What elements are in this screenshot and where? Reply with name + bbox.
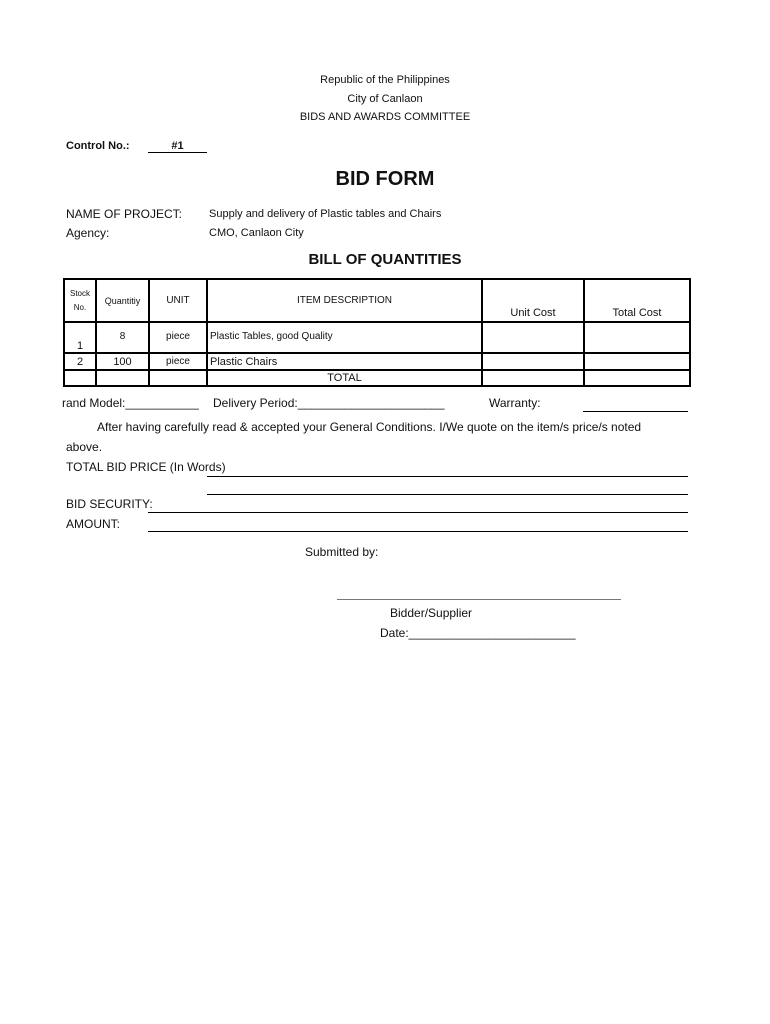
cell-description: Plastic Tables, good Quality — [207, 322, 482, 353]
cell-total-cost[interactable] — [584, 353, 690, 370]
cell-quantity: 8 — [96, 322, 149, 353]
table-row — [64, 322, 690, 353]
control-no-value: #1 — [148, 140, 207, 153]
cell-stock-no: 2 — [64, 353, 96, 370]
boq-title: BILL OF QUANTITIES — [308, 251, 462, 268]
cell-unit-cost[interactable] — [482, 322, 584, 353]
header-city: City of Canlaon — [347, 93, 423, 105]
agency-label: Agency: — [66, 226, 110, 240]
table-total-row — [64, 370, 690, 386]
total-bid-price-line-2[interactable] — [207, 494, 688, 495]
cell-quantity: 100 — [96, 353, 149, 370]
header-no-label: No. — [73, 302, 87, 312]
header-unit: UNIT — [149, 279, 207, 322]
cell-empty — [64, 370, 96, 386]
header-quantity: Quantitiy — [96, 279, 149, 322]
bid-security-line[interactable] — [148, 512, 688, 513]
project-name-label: NAME OF PROJECT: — [66, 207, 183, 221]
boq-table — [63, 278, 691, 387]
cell-unit: piece — [149, 353, 207, 370]
cell-unit: piece — [149, 322, 207, 353]
table-row — [64, 353, 690, 370]
header-republic: Republic of the Philippines — [320, 74, 450, 86]
total-bid-price-label: TOTAL BID PRICE (In Words) — [66, 460, 226, 474]
bid-form-title: BID FORM — [335, 168, 435, 190]
cell-empty — [149, 370, 207, 386]
header-total-cost: Total Cost — [584, 279, 690, 322]
bid-security-label: BID SECURITY: — [66, 497, 153, 511]
header-item-description: ITEM DESCRIPTION — [207, 279, 482, 322]
statement-line1: After having carefully read & accepted your General Conditions. I/We quote on the item/s price/s noted — [97, 420, 642, 434]
header-stock-label: Stock — [69, 288, 90, 298]
total-bid-price-line-1[interactable] — [207, 476, 688, 477]
table-header-row — [64, 279, 690, 322]
amount-label: AMOUNT: — [66, 517, 120, 531]
header-committee: BIDS AND AWARDS COMMITTEE — [299, 111, 471, 123]
cell-grand-total[interactable] — [584, 370, 690, 386]
cell-total-cost[interactable] — [584, 322, 690, 353]
submitted-by-label: Submitted by: — [305, 545, 379, 559]
cell-empty — [96, 370, 149, 386]
delivery-period-field: Delivery Period:______________________ — [213, 396, 445, 410]
agency-value: CMO, Canlaon City — [209, 227, 304, 239]
bidder-supplier-label: Bidder/Supplier — [390, 606, 473, 620]
header-unit-cost: Unit Cost — [482, 279, 584, 322]
control-no-label: Control No.: — [66, 140, 130, 152]
cell-stock-no: 1 — [64, 322, 96, 353]
cell-empty — [482, 370, 584, 386]
signature-line[interactable] — [337, 599, 621, 600]
project-name-value: Supply and delivery of Plastic tables and Chairs — [209, 208, 442, 220]
total-label: TOTAL — [207, 370, 482, 386]
brand-model-field: rand Model:___________ — [62, 396, 199, 410]
statement-line2: above. — [66, 440, 103, 454]
warranty-label: Warranty: — [489, 396, 541, 410]
amount-line[interactable] — [148, 531, 688, 532]
header-stock-no — [64, 279, 96, 322]
date-field: Date:_________________________ — [380, 626, 576, 640]
warranty-line[interactable] — [583, 411, 688, 412]
cell-unit-cost[interactable] — [482, 353, 584, 370]
cell-description: Plastic Chairs — [207, 353, 482, 370]
